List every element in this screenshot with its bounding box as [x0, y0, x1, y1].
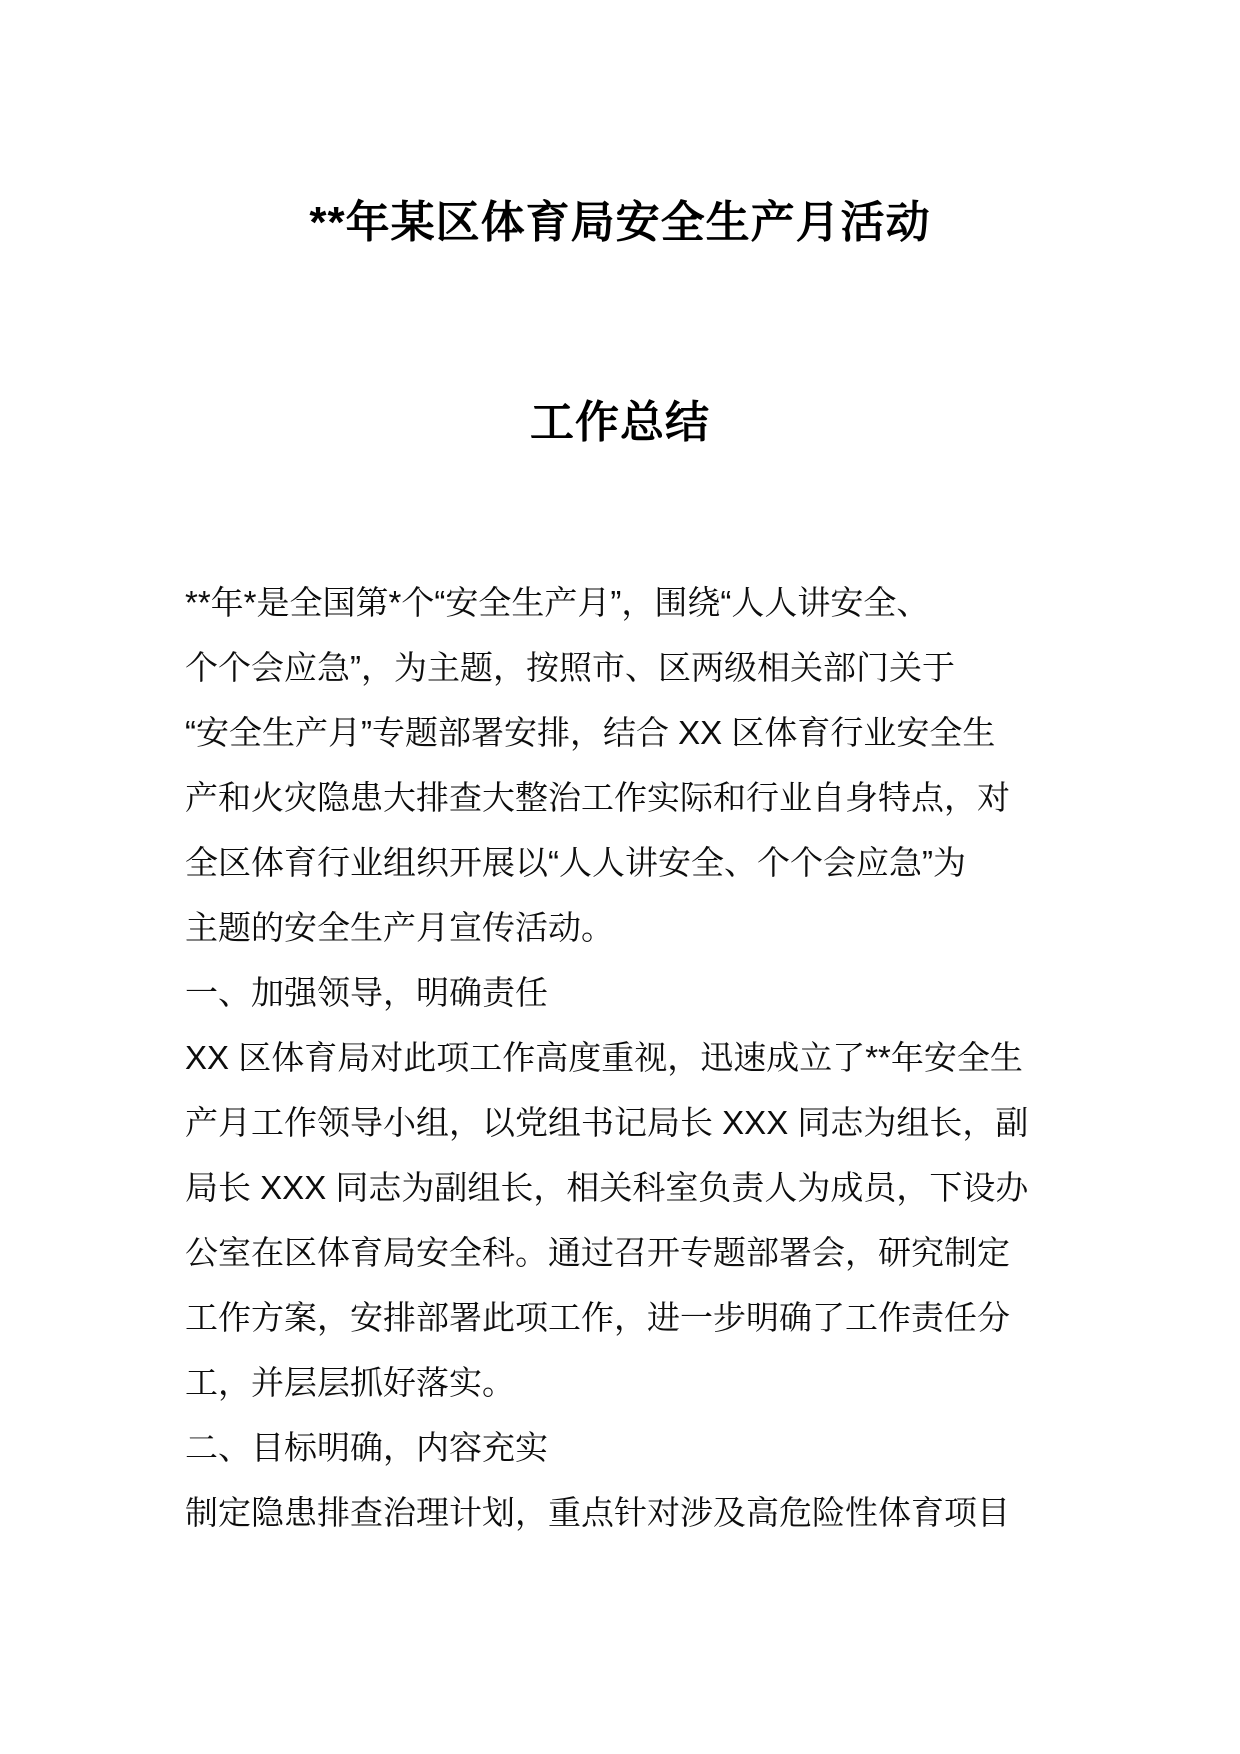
body-line-text: 工，并层层抓好落实。 — [185, 1364, 515, 1401]
body-line-text: 公室在区体育局安全科。通过召开专题部署会，研究制定 — [185, 1234, 1010, 1271]
body-line-text: 个个会应急”，为主题，按照市、区两级相关部门关于 — [185, 649, 955, 686]
body-line-text: 全区体育行业组织开展以“人人讲安全、个个会应急”为 — [185, 844, 966, 881]
body-line-text: 主题的安全生产月宣传活动。 — [185, 909, 614, 946]
body-line-text: **年*是全国第*个“安全生产月”，围绕“人人讲安全、 — [185, 584, 930, 621]
body-line-text: XX 区体育局对此项工作高度重视，迅速成立了**年安全生 — [185, 1039, 1023, 1076]
body-line-text: 局长 XXX 同志为副组长，相关科室负责人为成员，下设办 — [185, 1169, 1029, 1206]
body-line-text: 二、目标明确，内容充实 — [185, 1429, 548, 1466]
document-title-line-1: **年某区体育局安全生产月活动 — [309, 198, 931, 247]
body-line-text: “安全生产月”专题部署安排，结合 XX 区体育行业安全生 — [185, 714, 996, 751]
document-body — [0, 453, 1240, 1545]
body-line-text: 产月工作领导小组，以党组书记局长 XXX 同志为组长，副 — [185, 1104, 1029, 1141]
body-line-text: 产和火灾隐患大排查大整治工作实际和行业自身特点，对 — [185, 779, 1010, 816]
body-line-text: 制定隐患排查治理计划，重点针对涉及高危险性体育项目 — [185, 1494, 1010, 1531]
body-line-text: 一、加强领导，明确责任 — [185, 974, 548, 1011]
document-title-line-2: 工作总结 — [530, 398, 710, 447]
body-line-text: 工作方案，安排部署此项工作，进一步明确了工作责任分 — [185, 1299, 1010, 1336]
